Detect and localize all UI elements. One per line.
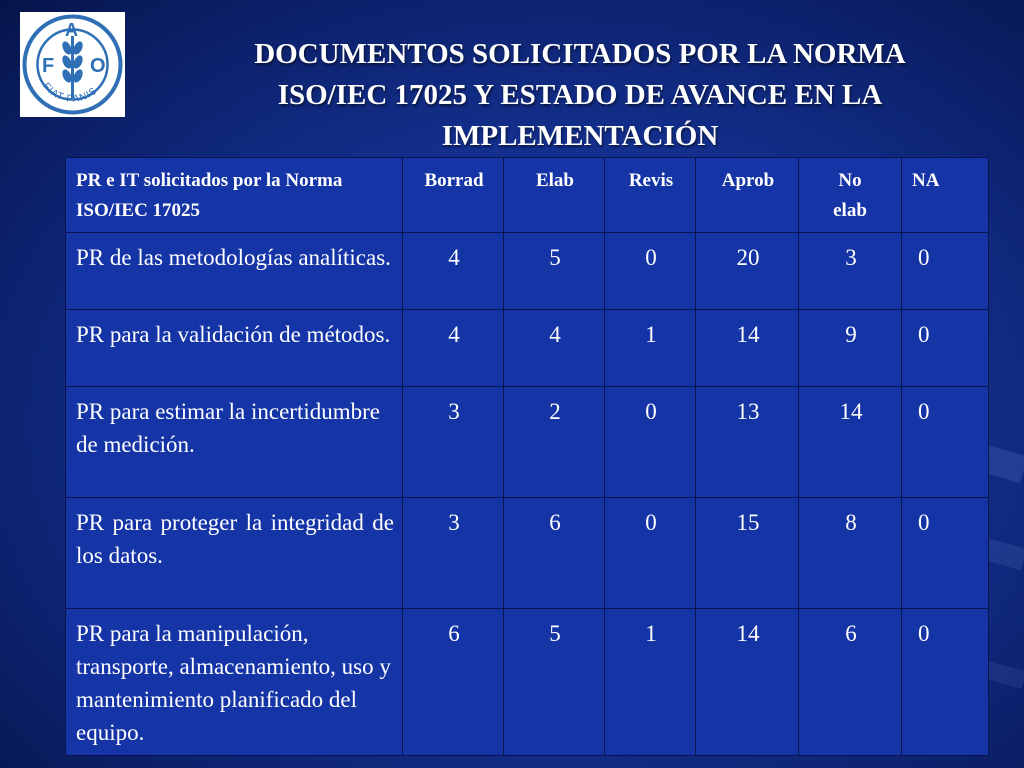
table-row	[66, 233, 989, 310]
cell-na: 0	[902, 498, 989, 609]
header-procedures: PR e IT solicitados por la Norma ISO/IEC 17025	[66, 158, 403, 233]
cell-no-elab: 14	[799, 387, 902, 498]
table-row	[66, 498, 989, 609]
cell-na: 0	[902, 609, 989, 756]
header-no-elab: No elab	[799, 158, 902, 233]
fao-logo	[20, 12, 125, 117]
cell-revis: 0	[605, 233, 696, 310]
logo-motto: FIAT PANIS	[40, 80, 100, 105]
table-row	[66, 609, 989, 756]
logo-letter-f: F	[42, 55, 55, 77]
cell-borrad: 6	[403, 609, 504, 756]
cell-aprob: 13	[696, 387, 799, 498]
cell-revis: 0	[605, 498, 696, 609]
table-row	[66, 387, 989, 498]
logo-letter-o: O	[90, 55, 106, 77]
header-revis: Revis	[605, 158, 696, 233]
cell-borrad: 3	[403, 498, 504, 609]
logo-letter-a: A	[65, 20, 78, 40]
title-line-2: ISO/IEC 17025 Y ESTADO DE AVANCE EN LA	[277, 79, 883, 111]
header-na: NA	[902, 158, 989, 233]
cell-aprob: 15	[696, 498, 799, 609]
cell-elab: 6	[504, 498, 605, 609]
cell-na: 0	[902, 310, 989, 387]
header-elab: Elab	[504, 158, 605, 233]
cell-aprob: 14	[696, 310, 799, 387]
cell-na: 0	[902, 233, 989, 310]
cell-no-elab: 8	[799, 498, 902, 609]
svg-text:FIAT PANIS	[40, 81, 100, 105]
fao-wheat-logo-icon	[20, 12, 125, 117]
header-borrad: Borrad	[403, 158, 504, 233]
row-label: PR para proteger la integridad de los datos.	[66, 498, 403, 609]
cell-revis: 1	[605, 310, 696, 387]
cell-borrad: 3	[403, 387, 504, 498]
table-row	[66, 310, 989, 387]
row-label: PR para estimar la incertidumbre de medición.	[66, 387, 403, 498]
cell-borrad: 4	[403, 310, 504, 387]
cell-aprob: 14	[696, 609, 799, 756]
title-line-3: IMPLEMENTACIÓN	[441, 120, 719, 152]
title-line-1: DOCUMENTOS SOLICITADOS POR LA NORMA	[254, 38, 906, 70]
cell-elab: 2	[504, 387, 605, 498]
cell-borrad: 4	[403, 233, 504, 310]
row-label: PR de las metodologías analíticas.	[66, 233, 403, 310]
header-aprob: Aprob	[696, 158, 799, 233]
cell-na: 0	[902, 387, 989, 498]
cell-no-elab: 9	[799, 310, 902, 387]
cell-no-elab: 6	[799, 609, 902, 756]
row-label: PR para la validación de métodos.	[66, 310, 403, 387]
cell-no-elab: 3	[799, 233, 902, 310]
row-label: PR para la manipulación, transporte, almacenamiento, uso y mantenimiento planificado del equipo.	[66, 609, 403, 756]
cell-elab: 4	[504, 310, 605, 387]
cell-elab: 5	[504, 233, 605, 310]
documents-status-table	[65, 157, 989, 756]
cell-elab: 5	[504, 609, 605, 756]
cell-revis: 1	[605, 609, 696, 756]
cell-revis: 0	[605, 387, 696, 498]
table-header-row	[66, 158, 989, 233]
cell-aprob: 20	[696, 233, 799, 310]
slide-title	[150, 34, 1010, 157]
